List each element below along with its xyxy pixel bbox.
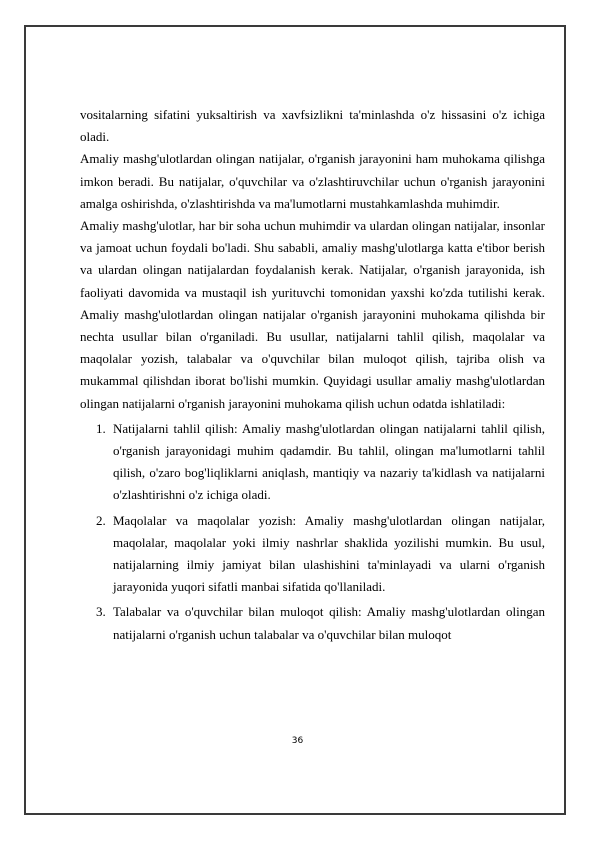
- list-item-text: Maqolalar va maqolalar yozish: Amaliy mashg'ulotlardan olingan natijalar, maqolalar, maqolalar yoki ilmiy nashrlar shaklida yozilishi mumkin. Bu usul, natijalarning ilmiy jamiyat bilan ulashishini ta'minlayadi va ularni o'rganish jarayonida yuqori sifatli manbai sifatida qo'llaniladi.: [113, 512, 545, 595]
- list-item-number: 3.: [96, 604, 106, 620]
- list-item-number: 2.: [96, 512, 106, 528]
- methods-list: [80, 418, 545, 646]
- list-item: [80, 510, 545, 599]
- list-item-number: 1.: [96, 420, 106, 436]
- paragraph-methods-intro: Amaliy mashg'ulotlar, har bir soha uchun muhimdir va ulardan olingan natijalar, insonlar va jamoat uchun foydali bo'ladi. Shu sababli, amaliy mashg'ulotlarga katta e'tibor berish va ulardan olingan natijalardan foydalanish kerak. Natijalar, o'rganish jarayonida, ish faoliyati davomida va mustaqil ish yurituvchi tomonidan yaxshi ko'zda tutilishi kerak. Amaliy mashg'ulotlardan olingan natijalar o'rganish jarayonini muhokama qilishda bir nechta usullar bilan o'rganiladi. Bu usullar, natijalarni tahlil qilish, maqolalar va maqolalar yozish, talabalar va o'quvchilar bilan muloqot qilish, tajriba olish va mukammal qilishdan iborat bo'lishi mumkin. Quyidagi usullar amaliy mashg'ulotlardan olingan natijalarni o'rganish jarayonini muhokama qilish uchun odatda ishlatiladi:: [80, 218, 545, 411]
- list-item-text: Natijalarni tahlil qilish: Amaliy mashg'ulotlardan olingan natijalarni tahlil qilish, o'rganish jarayonidagi muhim qadamdir. Bu tahlil, olingan ma'lumotlarni tahlil qilish, o'zaro bog'liqliklarni aniqlash, mantiqiy va nazariy ta'kidlash va natijalarni o'zlashtirishni o'z ichiga oladi.: [113, 420, 545, 503]
- list-item: [80, 601, 545, 645]
- list-item-text: Talabalar va o'quvchilar bilan muloqot qilish: Amaliy mashg'ulotlardan olingan natijalarni o'rganish uchun talabalar va o'quvchilar bilan muloqot: [113, 604, 545, 642]
- document-body: [80, 104, 545, 649]
- paragraph-results-discussion: Amaliy mashg'ulotlardan olingan natijalar, o'rganish jarayonini ham muhokama qilishga imkon beradi. Bu natijalar, o'quvchilar va o'zlashtiruvchilar uchun o'rganish jarayonini amalga oshirishda, o'zlashtirishda va ma'lumotlarni mustahkamlashda muhimdir.: [80, 151, 545, 211]
- paragraph-continuation: vositalarning sifatini yuksaltirish va xavfsizlikni ta'minlashda o'z hissasini o'z ichiga oladi.: [80, 107, 545, 145]
- page-number: 36: [291, 736, 304, 746]
- list-item: [80, 418, 545, 507]
